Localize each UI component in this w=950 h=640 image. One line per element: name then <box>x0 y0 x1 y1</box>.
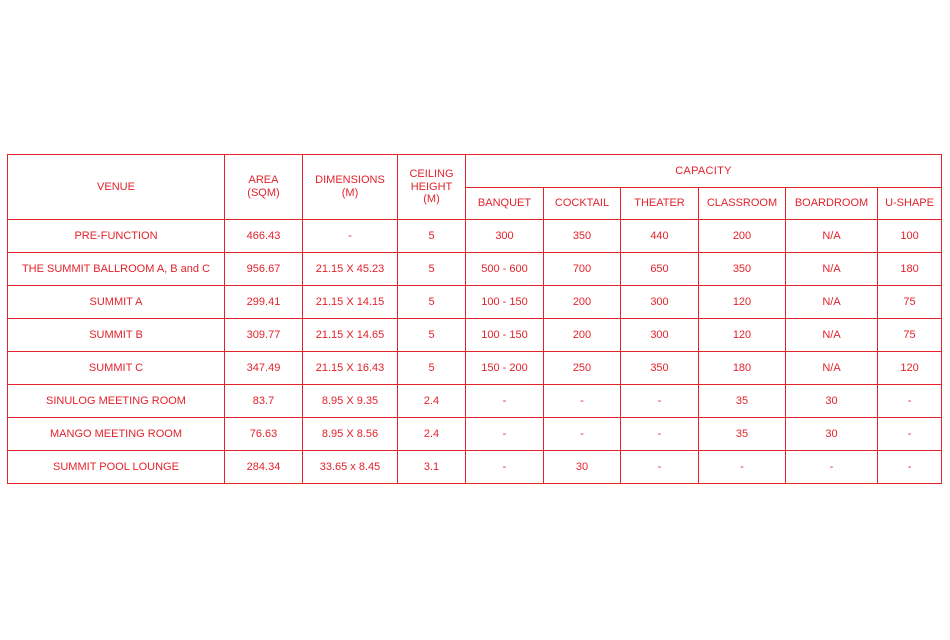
table-row <box>8 418 942 451</box>
cell-venue: SINULOG MEETING ROOM <box>8 385 225 418</box>
cell-ushape: 100 <box>878 220 942 253</box>
capacity-subheader-cocktail: COCKTAIL <box>544 188 621 220</box>
cell-boardroom: - <box>786 451 878 484</box>
cell-dimensions: 8.95 X 9.35 <box>303 385 398 418</box>
table-row <box>8 352 942 385</box>
table-row <box>8 451 942 484</box>
cell-boardroom: 30 <box>786 418 878 451</box>
cell-boardroom: N/A <box>786 253 878 286</box>
capacity-subheader-classroom: CLASSROOM <box>699 188 786 220</box>
cell-cocktail: - <box>544 385 621 418</box>
cell-area: 299.41 <box>225 286 303 319</box>
cell-classroom: - <box>699 451 786 484</box>
cell-venue: SUMMIT A <box>8 286 225 319</box>
cell-cocktail: 30 <box>544 451 621 484</box>
cell-banquet: 150 - 200 <box>466 352 544 385</box>
cell-ushape: - <box>878 451 942 484</box>
table-row <box>8 385 942 418</box>
cell-ceiling: 5 <box>398 286 466 319</box>
cell-classroom: 35 <box>699 385 786 418</box>
cell-banquet: 100 - 150 <box>466 286 544 319</box>
cell-venue: SUMMIT B <box>8 319 225 352</box>
cell-boardroom: N/A <box>786 319 878 352</box>
cell-classroom: 120 <box>699 319 786 352</box>
cell-area: 347.49 <box>225 352 303 385</box>
cell-area: 956.67 <box>225 253 303 286</box>
cell-boardroom: N/A <box>786 286 878 319</box>
cell-area: 309.77 <box>225 319 303 352</box>
table-body <box>8 220 942 484</box>
cell-classroom: 180 <box>699 352 786 385</box>
cell-venue: MANGO MEETING ROOM <box>8 418 225 451</box>
cell-theater: 300 <box>621 319 699 352</box>
cell-theater: - <box>621 418 699 451</box>
cell-banquet: - <box>466 451 544 484</box>
cell-dimensions: 21.15 X 14.15 <box>303 286 398 319</box>
cell-theater: - <box>621 385 699 418</box>
cell-ushape: 180 <box>878 253 942 286</box>
cell-ushape: 75 <box>878 286 942 319</box>
cell-venue: THE SUMMIT BALLROOM A, B and C <box>8 253 225 286</box>
cell-ceiling: 5 <box>398 253 466 286</box>
cell-venue: SUMMIT C <box>8 352 225 385</box>
cell-ceiling: 5 <box>398 319 466 352</box>
cell-ushape: 75 <box>878 319 942 352</box>
cell-cocktail: 250 <box>544 352 621 385</box>
cell-classroom: 350 <box>699 253 786 286</box>
cell-cocktail: - <box>544 418 621 451</box>
cell-ceiling: 3.1 <box>398 451 466 484</box>
cell-area: 466.43 <box>225 220 303 253</box>
cell-ceiling: 5 <box>398 220 466 253</box>
cell-ceiling: 2.4 <box>398 418 466 451</box>
cell-boardroom: 30 <box>786 385 878 418</box>
cell-theater: 650 <box>621 253 699 286</box>
cell-classroom: 200 <box>699 220 786 253</box>
table-row <box>8 319 942 352</box>
cell-theater: - <box>621 451 699 484</box>
ceiling-height-header: CEILING HEIGHT (M) <box>398 155 466 220</box>
cell-ceiling: 2.4 <box>398 385 466 418</box>
cell-dimensions: 21.15 X 16.43 <box>303 352 398 385</box>
table-header <box>8 155 942 220</box>
cell-theater: 440 <box>621 220 699 253</box>
venue-capacity-table <box>7 154 942 484</box>
cell-classroom: 35 <box>699 418 786 451</box>
cell-ushape: - <box>878 418 942 451</box>
capacity-subheader-boardroom: BOARDROOM <box>786 188 878 220</box>
capacity-subheader-banquet: BANQUET <box>466 188 544 220</box>
cell-venue: SUMMIT POOL LOUNGE <box>8 451 225 484</box>
cell-banquet: - <box>466 385 544 418</box>
table-row <box>8 286 942 319</box>
cell-cocktail: 200 <box>544 286 621 319</box>
cell-ceiling: 5 <box>398 352 466 385</box>
cell-theater: 350 <box>621 352 699 385</box>
cell-venue: PRE-FUNCTION <box>8 220 225 253</box>
cell-dimensions: 21.15 X 14.65 <box>303 319 398 352</box>
dimensions-header: DIMENSIONS (M) <box>303 155 398 220</box>
cell-banquet: - <box>466 418 544 451</box>
cell-ushape: - <box>878 385 942 418</box>
cell-cocktail: 200 <box>544 319 621 352</box>
cell-dimensions: 33.65 x 8.45 <box>303 451 398 484</box>
cell-dimensions: 8.95 X 8.56 <box>303 418 398 451</box>
cell-cocktail: 350 <box>544 220 621 253</box>
cell-dimensions: - <box>303 220 398 253</box>
cell-ushape: 120 <box>878 352 942 385</box>
venue-header: VENUE <box>8 155 225 220</box>
capacity-header: CAPACITY <box>466 155 942 188</box>
cell-boardroom: N/A <box>786 352 878 385</box>
cell-banquet: 100 - 150 <box>466 319 544 352</box>
cell-banquet: 300 <box>466 220 544 253</box>
cell-boardroom: N/A <box>786 220 878 253</box>
cell-area: 83.7 <box>225 385 303 418</box>
area-header: AREA (SQM) <box>225 155 303 220</box>
cell-theater: 300 <box>621 286 699 319</box>
cell-cocktail: 700 <box>544 253 621 286</box>
cell-area: 284.34 <box>225 451 303 484</box>
cell-dimensions: 21.15 X 45.23 <box>303 253 398 286</box>
cell-classroom: 120 <box>699 286 786 319</box>
cell-area: 76.63 <box>225 418 303 451</box>
capacity-subheader-u-shape: U-SHAPE <box>878 188 942 220</box>
capacity-subheader-theater: THEATER <box>621 188 699 220</box>
cell-banquet: 500 - 600 <box>466 253 544 286</box>
table-row <box>8 253 942 286</box>
table-row <box>8 220 942 253</box>
